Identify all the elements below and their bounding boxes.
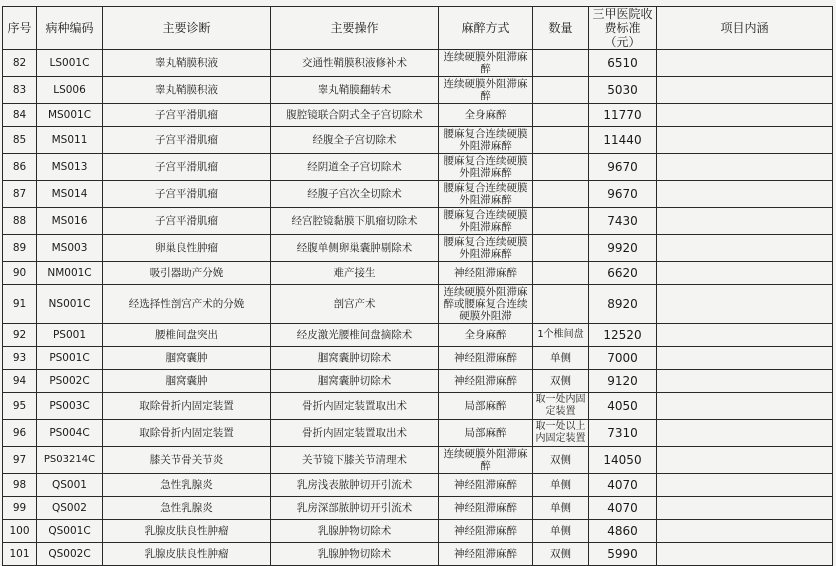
cell-code: MS013 (37, 154, 103, 181)
cell-seq: 92 (3, 324, 37, 347)
cell-fee: 8920 (589, 285, 657, 324)
header-code: 病种编码 (37, 7, 103, 50)
cell-seq: 83 (3, 77, 37, 104)
cell-seq: 97 (3, 447, 37, 474)
cell-diagnosis: 子宫平滑肌瘤 (103, 154, 271, 181)
cell-diagnosis: 子宫平滑肌瘤 (103, 208, 271, 235)
cell-content (657, 127, 833, 154)
cell-anesthesia: 全身麻醉 (439, 324, 533, 347)
cell-quantity (533, 77, 589, 104)
cell-operation: 经皮激光腰椎间盘摘除术 (271, 324, 439, 347)
cell-code: PS03214C (37, 447, 103, 474)
cell-operation: 经阴道全子宫切除术 (271, 154, 439, 181)
cell-content (657, 543, 833, 566)
cell-content (657, 104, 833, 127)
table-row (3, 420, 833, 447)
cell-anesthesia: 连续硬膜外阻滞麻醉 (439, 77, 533, 104)
cell-fee: 9670 (589, 154, 657, 181)
cell-operation: 经腹全子宫切除术 (271, 127, 439, 154)
cell-diagnosis: 子宫平滑肌瘤 (103, 104, 271, 127)
header-quantity: 数量 (533, 7, 589, 50)
header-content: 项目内涵 (657, 7, 833, 50)
cell-quantity (533, 154, 589, 181)
cell-code: QS001 (37, 474, 103, 497)
cell-content (657, 181, 833, 208)
cell-diagnosis: 腰椎间盘突出 (103, 324, 271, 347)
cell-fee: 11770 (589, 104, 657, 127)
cell-code: NS001C (37, 285, 103, 324)
cell-quantity (533, 285, 589, 324)
cell-content (657, 77, 833, 104)
cell-diagnosis: 睾丸鞘膜积液 (103, 77, 271, 104)
table-row (3, 370, 833, 393)
header-anesthesia: 麻醉方式 (439, 7, 533, 50)
cell-anesthesia: 神经阻滞麻醉 (439, 262, 533, 285)
cell-diagnosis: 乳腺皮肤良性肿瘤 (103, 520, 271, 543)
cell-diagnosis: 腘窝囊肿 (103, 370, 271, 393)
cell-seq: 94 (3, 370, 37, 393)
cell-operation: 交通性鞘膜积液修补术 (271, 50, 439, 77)
cell-code: PS001C (37, 347, 103, 370)
cell-diagnosis: 膝关节骨关节炎 (103, 447, 271, 474)
cell-diagnosis: 卵巢良性肿瘤 (103, 235, 271, 262)
cell-quantity: 单侧 (533, 520, 589, 543)
cell-code: MS014 (37, 181, 103, 208)
cell-operation: 腹腔镜联合阴式全子宫切除术 (271, 104, 439, 127)
header-operation: 主要操作 (271, 7, 439, 50)
cell-code: QS002 (37, 497, 103, 520)
cell-quantity (533, 50, 589, 77)
table-row (3, 447, 833, 474)
table-row (3, 104, 833, 127)
cell-operation: 经宫腔镜黏膜下肌瘤切除术 (271, 208, 439, 235)
cell-content (657, 520, 833, 543)
table-row (3, 77, 833, 104)
table-row (3, 393, 833, 420)
cell-anesthesia: 神经阻滞麻醉 (439, 370, 533, 393)
header-fee: 三甲医院收费标准（元） (589, 7, 657, 50)
cell-operation: 腘窝囊肿切除术 (271, 347, 439, 370)
cell-code: QS001C (37, 520, 103, 543)
cell-content (657, 324, 833, 347)
cell-fee: 4050 (589, 393, 657, 420)
cell-code: MS011 (37, 127, 103, 154)
table-row (3, 181, 833, 208)
cell-quantity: 单侧 (533, 474, 589, 497)
cell-quantity: 单侧 (533, 497, 589, 520)
cell-seq: 89 (3, 235, 37, 262)
cell-seq: 95 (3, 393, 37, 420)
cell-quantity (533, 262, 589, 285)
cell-quantity (533, 208, 589, 235)
cell-quantity: 单侧 (533, 347, 589, 370)
table-row (3, 324, 833, 347)
cell-fee: 6620 (589, 262, 657, 285)
cell-diagnosis: 急性乳腺炎 (103, 474, 271, 497)
cell-fee: 5030 (589, 77, 657, 104)
cell-seq: 100 (3, 520, 37, 543)
cell-operation: 乳腺肿物切除术 (271, 520, 439, 543)
cell-fee: 12520 (589, 324, 657, 347)
cell-operation: 骨折内固定装置取出术 (271, 393, 439, 420)
cell-diagnosis: 子宫平滑肌瘤 (103, 127, 271, 154)
cell-seq: 87 (3, 181, 37, 208)
cell-fee: 9120 (589, 370, 657, 393)
cell-fee: 4070 (589, 497, 657, 520)
cell-fee: 7310 (589, 420, 657, 447)
cell-seq: 96 (3, 420, 37, 447)
cell-code: PS001 (37, 324, 103, 347)
cell-diagnosis: 子宫平滑肌瘤 (103, 181, 271, 208)
table-row (3, 520, 833, 543)
cell-quantity: 1个椎间盘 (533, 324, 589, 347)
cell-diagnosis: 吸引器助产分娩 (103, 262, 271, 285)
cell-quantity: 双侧 (533, 370, 589, 393)
cell-fee: 5990 (589, 543, 657, 566)
cell-diagnosis: 睾丸鞘膜积液 (103, 50, 271, 77)
cell-content (657, 208, 833, 235)
cell-content (657, 262, 833, 285)
cell-code: NM001C (37, 262, 103, 285)
table-row (3, 154, 833, 181)
cell-anesthesia: 神经阻滞麻醉 (439, 497, 533, 520)
cell-operation: 乳腺肿物切除术 (271, 543, 439, 566)
table-row (3, 262, 833, 285)
cell-code: PS004C (37, 420, 103, 447)
cell-code: PS003C (37, 393, 103, 420)
cell-fee: 7000 (589, 347, 657, 370)
cell-diagnosis: 急性乳腺炎 (103, 497, 271, 520)
cell-quantity (533, 127, 589, 154)
cell-quantity: 取一处以上内固定装置 (533, 420, 589, 447)
table-row (3, 474, 833, 497)
cell-anesthesia: 连续硬膜外阻滞麻醉 (439, 447, 533, 474)
cell-seq: 84 (3, 104, 37, 127)
cell-content (657, 447, 833, 474)
cell-seq: 101 (3, 543, 37, 566)
cell-diagnosis: 乳腺皮肤良性肿瘤 (103, 543, 271, 566)
cell-anesthesia: 腰麻复合连续硬膜外阻滞麻醉 (439, 127, 533, 154)
cell-fee: 9670 (589, 181, 657, 208)
cell-anesthesia: 连续硬膜外阻滞麻醉或腰麻复合连续硬膜外阻滞 (439, 285, 533, 324)
cell-content (657, 50, 833, 77)
cell-anesthesia: 腰麻复合连续硬膜外阻滞麻醉 (439, 154, 533, 181)
cell-anesthesia: 局部麻醉 (439, 420, 533, 447)
table-row (3, 208, 833, 235)
cell-fee: 4860 (589, 520, 657, 543)
table-row (3, 285, 833, 324)
cell-seq: 86 (3, 154, 37, 181)
header-row (3, 7, 833, 50)
cell-content (657, 497, 833, 520)
cell-code: LS006 (37, 77, 103, 104)
cell-anesthesia: 腰麻复合连续硬膜外阻滞麻醉 (439, 235, 533, 262)
cell-quantity: 双侧 (533, 543, 589, 566)
cell-operation: 经腹单侧卵巢囊肿剔除术 (271, 235, 439, 262)
cell-operation: 乳房深部脓肿切开引流术 (271, 497, 439, 520)
cell-seq: 90 (3, 262, 37, 285)
cell-anesthesia: 腰麻复合连续硬膜外阻滞麻醉 (439, 208, 533, 235)
cell-operation: 骨折内固定装置取出术 (271, 420, 439, 447)
cell-anesthesia: 神经阻滞麻醉 (439, 474, 533, 497)
cell-operation: 剖宫产术 (271, 285, 439, 324)
cell-operation: 腘窝囊肿切除术 (271, 370, 439, 393)
cell-fee: 9920 (589, 235, 657, 262)
cell-code: LS001C (37, 50, 103, 77)
cell-content (657, 474, 833, 497)
cell-operation: 难产接生 (271, 262, 439, 285)
table-row (3, 543, 833, 566)
cell-code: PS002C (37, 370, 103, 393)
cell-seq: 88 (3, 208, 37, 235)
cell-fee: 7430 (589, 208, 657, 235)
cell-content (657, 154, 833, 181)
cell-content (657, 370, 833, 393)
cell-anesthesia: 全身麻醉 (439, 104, 533, 127)
table-row (3, 347, 833, 370)
cell-content (657, 393, 833, 420)
cell-seq: 99 (3, 497, 37, 520)
cell-content (657, 235, 833, 262)
cell-diagnosis: 取除骨折内固定装置 (103, 393, 271, 420)
cell-seq: 93 (3, 347, 37, 370)
cell-anesthesia: 局部麻醉 (439, 393, 533, 420)
table-row (3, 497, 833, 520)
cell-seq: 98 (3, 474, 37, 497)
cell-fee: 11440 (589, 127, 657, 154)
cell-operation: 乳房浅表脓肿切开引流术 (271, 474, 439, 497)
cell-quantity (533, 104, 589, 127)
cell-code: MS003 (37, 235, 103, 262)
cell-anesthesia: 神经阻滞麻醉 (439, 543, 533, 566)
cell-code: MS001C (37, 104, 103, 127)
cell-code: MS016 (37, 208, 103, 235)
cell-anesthesia: 连续硬膜外阻滞麻醉 (439, 50, 533, 77)
cell-quantity (533, 235, 589, 262)
disease-fee-table (2, 6, 833, 566)
cell-quantity: 双侧 (533, 447, 589, 474)
cell-seq: 91 (3, 285, 37, 324)
cell-operation: 睾丸鞘膜翻转术 (271, 77, 439, 104)
cell-fee: 4070 (589, 474, 657, 497)
cell-content (657, 347, 833, 370)
cell-anesthesia: 腰麻复合连续硬膜外阻滞麻醉 (439, 181, 533, 208)
cell-fee: 14050 (589, 447, 657, 474)
table-row (3, 127, 833, 154)
header-seq: 序号 (3, 7, 37, 50)
pricing-table-page (2, 6, 832, 566)
cell-code: QS002C (37, 543, 103, 566)
cell-fee: 6510 (589, 50, 657, 77)
cell-seq: 82 (3, 50, 37, 77)
table-row (3, 235, 833, 262)
cell-seq: 85 (3, 127, 37, 154)
cell-diagnosis: 经选择性剖宫产术的分娩 (103, 285, 271, 324)
cell-anesthesia: 神经阻滞麻醉 (439, 347, 533, 370)
cell-quantity (533, 181, 589, 208)
cell-content (657, 285, 833, 324)
cell-operation: 经腹子宫次全切除术 (271, 181, 439, 208)
cell-quantity: 取一处内固定装置 (533, 393, 589, 420)
cell-content (657, 420, 833, 447)
cell-operation: 关节镜下膝关节清理术 (271, 447, 439, 474)
cell-diagnosis: 腘窝囊肿 (103, 347, 271, 370)
cell-anesthesia: 神经阻滞麻醉 (439, 520, 533, 543)
header-diagnosis: 主要诊断 (103, 7, 271, 50)
table-row (3, 50, 833, 77)
cell-diagnosis: 取除骨折内固定装置 (103, 420, 271, 447)
